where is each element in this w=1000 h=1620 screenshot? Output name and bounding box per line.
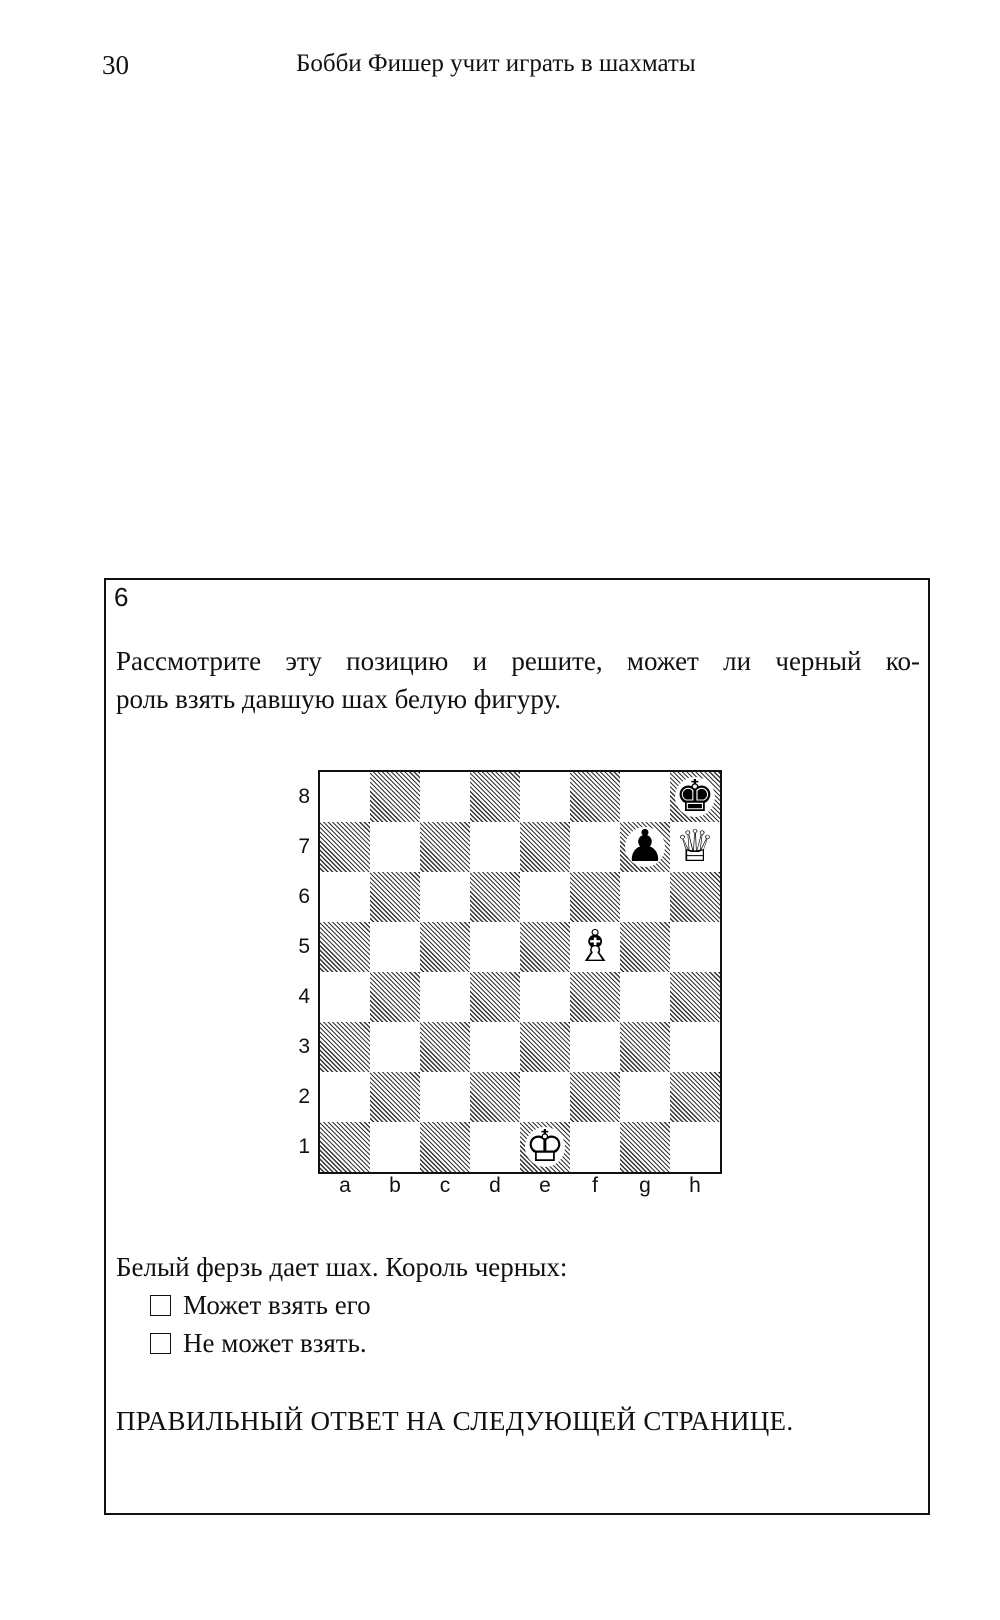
file-label: e [539,1174,551,1197]
board-square [520,1072,570,1122]
board-square [320,1072,370,1122]
running-head: Бобби Фишер учит играть в шахматы [296,50,696,77]
board-square [420,1022,470,1072]
black-pawn-icon [620,822,670,872]
board-square [420,772,470,822]
board-square [370,1022,420,1072]
board-square [470,772,520,822]
board-square [570,772,620,822]
option-can-capture[interactable] [150,1290,371,1321]
option-label: Не может взять. [183,1328,367,1358]
rank-label: 1 [298,1135,310,1158]
board-square [470,922,520,972]
board-square [520,972,570,1022]
board-square [670,972,720,1022]
question-text: Белый ферзь дает шах. Король черных: [116,1252,568,1282]
board-square [620,1022,670,1072]
board-square [370,922,420,972]
piece-glyph: ♔ [525,1121,565,1172]
chess-diagram [106,770,932,1197]
white-queen-icon [670,822,720,872]
board-square [420,922,470,972]
board-square [520,822,570,872]
problem-frame [104,578,930,1515]
rank-label: 6 [298,885,310,908]
file-label: a [339,1174,351,1197]
board-square [620,872,670,922]
rank-label: 7 [298,835,310,858]
board-square [670,872,720,922]
rank-label: 8 [298,785,310,808]
board-square [620,922,670,972]
problem-prompt [116,642,920,718]
board-square [320,1022,370,1072]
board-square [520,1022,570,1072]
piece-glyph: ♗ [575,921,615,972]
rank-label: 3 [298,1035,310,1058]
board-square [670,1022,720,1072]
board-square [520,772,570,822]
piece-glyph: ♚ [675,771,715,822]
rank-label: 5 [298,935,310,958]
board-square [570,1122,620,1172]
board-square [620,772,670,822]
chess-board [318,770,722,1174]
prompt-line-1: Рассмотрите эту позицию и решите, может ли черный ко- [116,646,920,676]
board-square [370,822,420,872]
board-square [520,872,570,922]
white-bishop-icon [570,922,620,972]
board-square [470,1022,520,1072]
board-square [620,1072,670,1122]
board-square [570,872,620,922]
answer-note: ПРАВИЛЬНЫЙ ОТВЕТ НА СЛЕДУЮЩЕЙ СТРАНИЦЕ. [116,1406,794,1436]
board-square [470,972,520,1022]
board-square [620,972,670,1022]
board-square [320,922,370,972]
board-square [420,1122,470,1172]
board-square [420,872,470,922]
board-square [620,1122,670,1172]
black-king-icon [670,772,720,822]
checkbox-icon[interactable] [150,1295,171,1316]
rank-label: 4 [298,985,310,1008]
white-king-icon [520,1122,570,1172]
board-square [570,1072,620,1122]
problem-number: 6 [114,582,129,612]
board-square [470,1072,520,1122]
board-square [570,822,620,872]
file-label: d [489,1174,501,1197]
board-square [320,972,370,1022]
board-square [420,1072,470,1122]
file-label: h [689,1174,701,1197]
file-label: g [639,1174,651,1197]
option-cannot-capture[interactable] [150,1328,367,1359]
board-square [370,772,420,822]
board-square [320,872,370,922]
board-square [370,1072,420,1122]
board-square [420,972,470,1022]
board-square [520,922,570,972]
board-square [670,922,720,972]
checkbox-icon[interactable] [150,1333,171,1354]
file-label: b [389,1174,401,1197]
board-square [320,822,370,872]
piece-glyph: ♟ [625,821,665,872]
rank-label: 2 [298,1085,310,1108]
board-square [320,1122,370,1172]
board-square [370,972,420,1022]
file-label: c [439,1174,451,1197]
file-label: f [592,1174,598,1197]
piece-glyph: ♕ [675,821,715,872]
option-label: Может взять его [183,1290,371,1320]
board-square [470,822,520,872]
prompt-line-2: роль взять давшую шах белую фигуру. [116,684,562,714]
board-square [570,972,620,1022]
board-square [420,822,470,872]
board-square [470,1122,520,1172]
board-square [670,1072,720,1122]
board-square [320,772,370,822]
board-square [670,1122,720,1172]
page-number: 30 [102,50,129,80]
board-square [370,1122,420,1172]
board-square [470,872,520,922]
board-square [570,1022,620,1072]
board-square [370,872,420,922]
